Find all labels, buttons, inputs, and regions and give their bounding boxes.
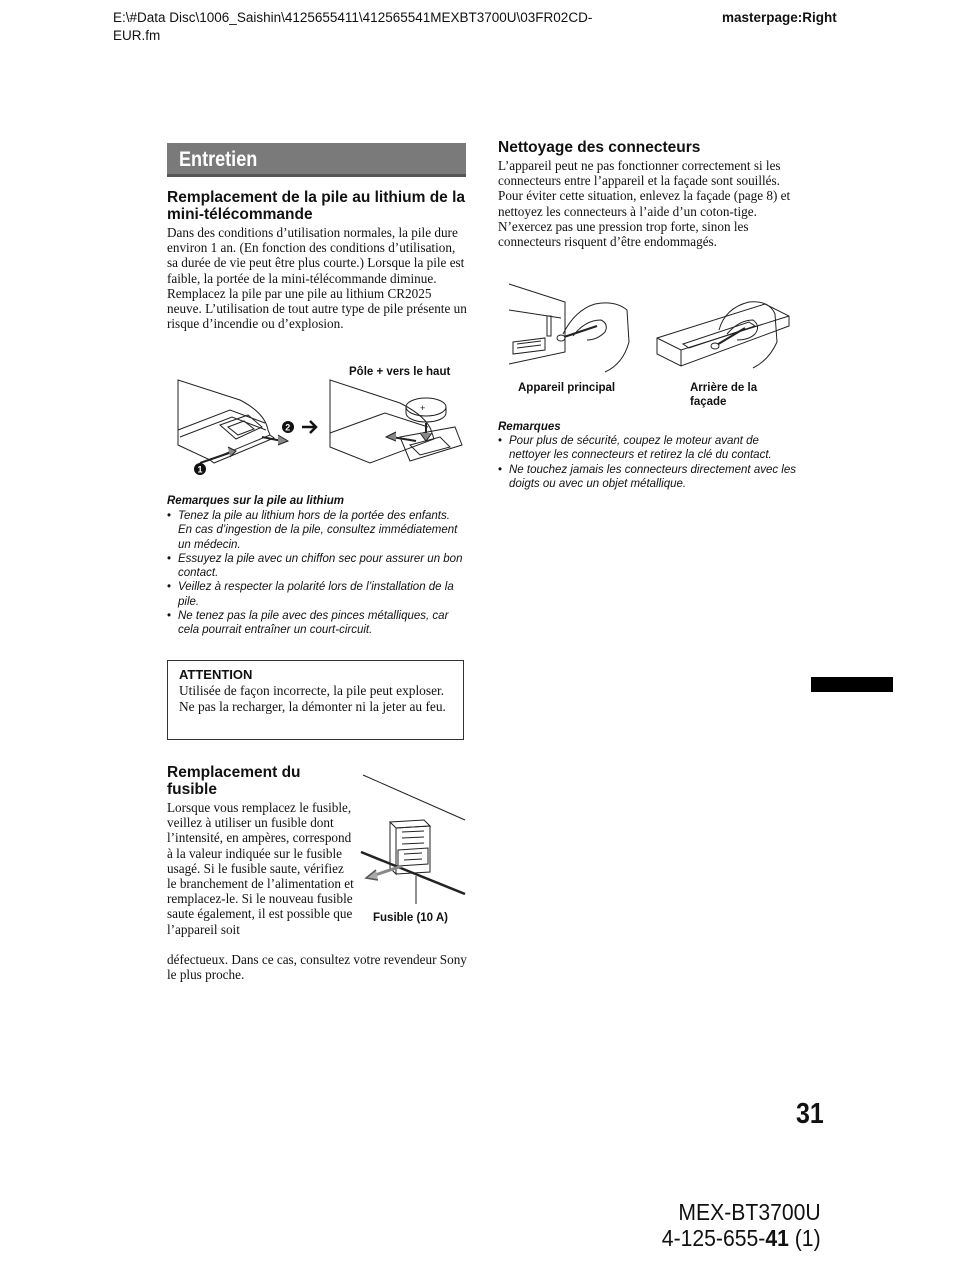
battery-note: • Veillez à respecter la polarité lors de l’installation de la pile. — [167, 580, 467, 609]
document-code-prefix: 4-125-655- — [662, 1225, 766, 1251]
connectors-note: • Ne touchez jamais les connecteurs directement avec les doigts ou avec un objet métallique. — [498, 463, 798, 492]
battery-notes-title: Remarques sur la pile au lithium — [167, 495, 345, 507]
step-1-marker: 1 — [197, 464, 203, 475]
battery-body: Dans des conditions d’utilisation normales, la pile dure environ 1 an. (En fonction des conditions d’utilisation, sa durée de vie peut être plus courte.) Lorsque la pile est faible, la portée de la mini-télécommande diminue. Remplacez la pile par une pile au lithium CR2025 neuve. L’utilisation de tout autre type de pile présente un risque d’incendie ou d’explosion. — [167, 225, 467, 332]
connectors-notes-title: Remarques — [498, 421, 561, 433]
connectors-heading: Nettoyage des connecteurs — [498, 139, 701, 156]
battery-note: • Essuyez la pile avec un chiffon sec pour assurer un bon contact. — [167, 552, 467, 581]
fuse-figure-label: Fusible (10 A) — [373, 912, 448, 924]
attention-box — [167, 660, 464, 740]
connectors-notes-list — [498, 434, 798, 491]
battery-figure-label: Pôle + vers le haut — [349, 366, 451, 378]
fuse-heading: Remplacement du fusible — [167, 764, 301, 798]
model-number: MEX-BT3700U — [678, 1199, 821, 1225]
fuse-body: Lorsque vous remplacez le fusible, veillez à utiliser un fusible dont l’intensité, en ampères, correspond à la valeur indiquée sur le fusible usagé. Si le fusible saute, vérifiez le branchement de l’alimentation et remplacez-le. Si le nouveau fusible saute également, il est possible que l’appareil soit — [167, 800, 354, 937]
connectors-body: L’appareil peut ne pas fonctionner correctement si les connecteurs entre l’appareil et la façade sont souillés. Pour éviter cette situation, enlevez la façade (page 8) et nettoyez les connecteurs à l’aide d’un coton-tige. N’exercez pas une pression trop forte, sinon les connecteurs risquent d’être endommagés. — [498, 158, 791, 250]
fuse-body-tail: défectueux. Dans ce cas, consultez votre revendeur Sony le plus proche. — [167, 952, 467, 983]
document-code-suffix: (1) — [789, 1225, 821, 1251]
attention-title: ATTENTION — [179, 667, 253, 682]
file-path-header: E:\#Data Disc\1006_Saishin\4125655411\412565541MEXBT3700U\03FR02CD-EUR.fm — [113, 10, 593, 43]
fuse-illustration — [358, 772, 468, 904]
battery-heading: Remplacement de la pile au lithium de la mini-télécommande — [167, 189, 466, 223]
page-number: 31 — [796, 1098, 824, 1130]
section-title-bar — [167, 143, 466, 177]
connector-cleaning-illustration — [505, 280, 795, 380]
main-unit-label: Appareil principal — [518, 382, 616, 394]
document-code-bold: 41 — [765, 1225, 790, 1251]
connectors-note: • Pour plus de sécurité, coupez le moteur avant de nettoyer les connecteurs et retirez la clé du contact. — [498, 434, 798, 463]
battery-note: • Tenez la pile au lithium hors de la portée des enfants. En cas d’ingestion de la pile, consultez immédiatement un médecin. — [167, 509, 467, 552]
document-code — [662, 1225, 821, 1252]
battery-notes-list — [167, 509, 467, 638]
masterpage-label: masterpage:Right — [722, 10, 837, 25]
battery-note: • Ne tenez pas la pile avec des pinces métalliques, car cela pourrait entraîner un court-circuit. — [167, 609, 467, 638]
attention-body: Utilisée de façon incorrecte, la pile peut exploser. Ne pas la recharger, la démonter ni la jeter au feu. — [179, 683, 446, 714]
faceplate-back-label: Arrière de la façade — [690, 382, 758, 408]
step-2-marker: 2 — [285, 422, 291, 433]
section-thumb-tab — [811, 677, 893, 692]
battery-replacement-illustration — [170, 375, 470, 485]
section-title: Entretien — [179, 148, 258, 171]
svg-text:+: + — [420, 403, 426, 413]
